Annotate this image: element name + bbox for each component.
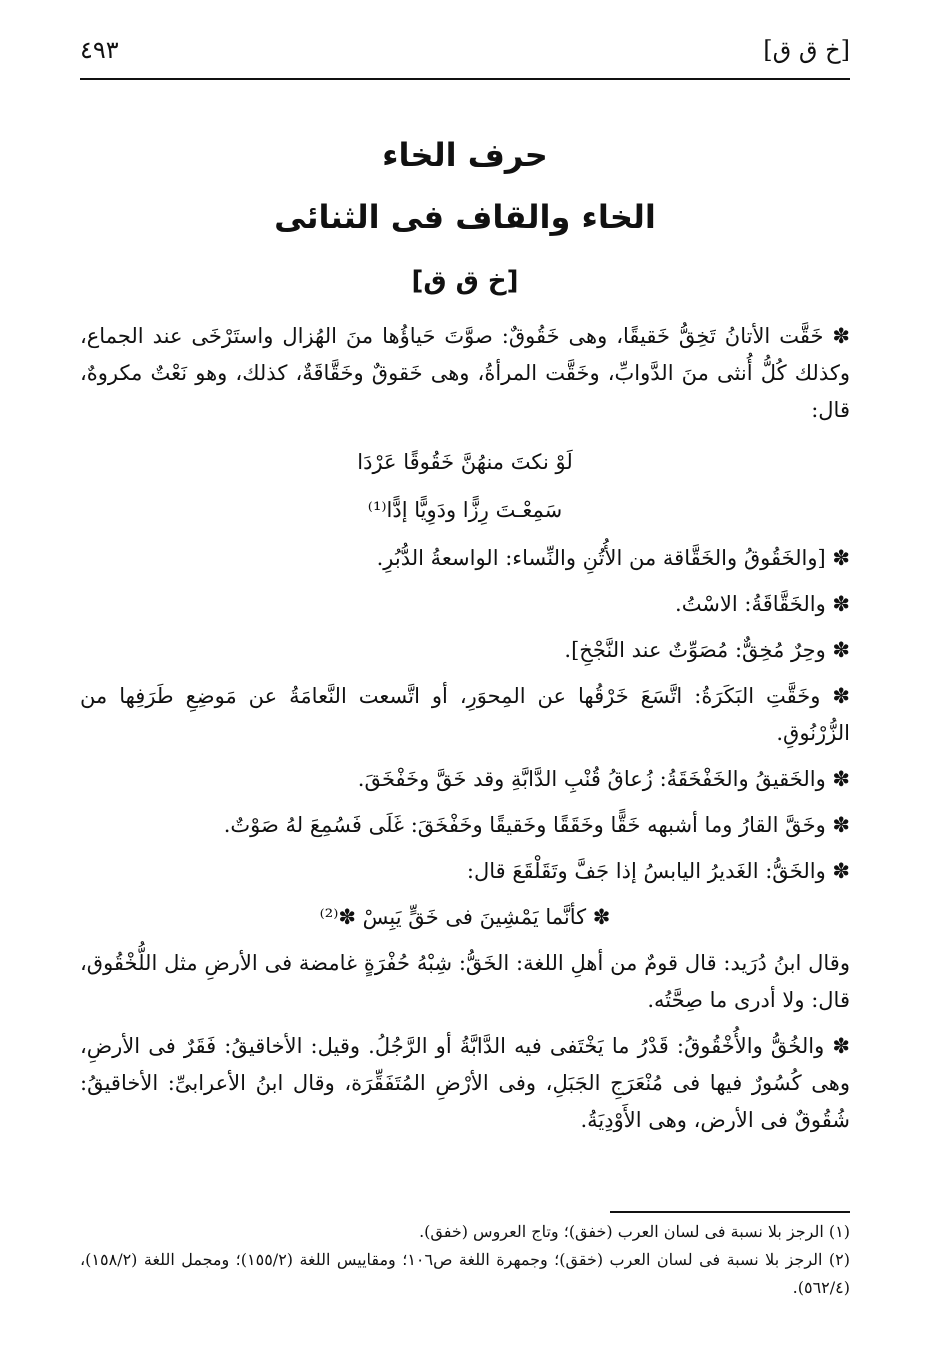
paragraph-khaqqat-al-atan: ✽ خَقَّت الأتانُ تَخِقُّ خَقيقًا، وهى خَقُوقٌ: صوَّتَ حَياؤُها منَ الهُزال واستَرْخَى عند الجماع، وكذلك كُلُّ أُنثى منَ الدَّوابِّ، وخَقَّت المرأةُ، وهى خَقوقٌ وخَقَّاقَةٌ، كذلك، وهو نَعْتٌ مكروهٌ، قال: bbox=[80, 324, 850, 422]
footnote-rule bbox=[610, 1211, 850, 1213]
paragraph-al-khaquq: ✽ [والخَقُوقُ والخَقَّاقة من الأُتُنِ والنِّساء: الواسعةُ الدُّبُرِ. bbox=[376, 546, 850, 570]
footnotes bbox=[80, 1218, 850, 1302]
running-head-root: [خ ق ق] bbox=[763, 36, 850, 64]
paragraph-al-khaqqaqa: ✽ والخَقَّاقَةُ: الاسْتُ. bbox=[675, 592, 850, 616]
running-head bbox=[80, 36, 850, 76]
page-number: ٤٩٣ bbox=[80, 36, 119, 64]
footnote-1: (١) الرجز بلا نسبة فى لسان العرب (خفق)؛ وتاج العروس (خفق). bbox=[419, 1222, 850, 1241]
paragraph-al-qar: ✽ وخَقَّ القارُ وما أشبهه خَقًّا وخَقَقًا وخَقيقًا وخَفْخَقَ: غَلَى فَسُمِعَ لهُ صَوْتٌ. bbox=[223, 813, 850, 837]
paragraph-al-ghadir: ✽ والخَقُّ: الغَديرُ اليابسُ إذا جَفَّ وتَقَلْقَعَ قال: bbox=[466, 859, 850, 883]
entry-body bbox=[80, 318, 850, 1148]
header-rule bbox=[80, 78, 850, 80]
paragraph-al-ukhquq: ✽ والخُقُّ والأُخْقُوقُ: قَدْرُ ما يَخْتَفى فيه الدَّابَّةُ أو الرَّجُلُ. وقيل: الأخاقيقُ: فَقَرٌ فى الأرضِ، وهى كُسُورٌ فيها فى مُنْعَرَجِ الجَبَلِ، وفى الأرْضِ المُتَفَقِّرَة، وقال ابنُ الأعرابىِّ: الأخاقيقُ: شُقُوقٌ فى الأرض، وهى الأَوْدِيَةُ. bbox=[80, 1034, 850, 1132]
section-title: الخاء والقاف فى الثنائى bbox=[274, 198, 656, 236]
paragraph-al-bakara: ✽ وخَقَّتِ البَكَرَةُ: اتَّسَعَ خَرْقُها عن المِحوَرِ، أو اتَّسعت النَّعامَةُ عن مَوضِعِ طَرَفِها من الزُّرْنُوقِ. bbox=[80, 684, 850, 745]
paragraph-al-khaqiq: ✽ والخَقيقُ والخَفْخَقَةُ: زُعاقُ قُنْبِ الدَّابَّةِ وقد خَقَّ وخَفْخَقَ. bbox=[357, 767, 850, 791]
footnote-2: (٢) الرجز بلا نسبة فى لسان العرب (خقق)؛ وجمهرة اللغة ص١٠٦؛ ومقاييس اللغة (١٥٥/٢)؛ ومجمل اللغة (١٥٨/٢)، (٥٦٢/٤). bbox=[80, 1250, 851, 1297]
paragraph-ibn-durayd: وقال ابنُ دُرَيد: قال قومٌ من أهلِ اللغة: الخَقُّ: شِبْهُ حُفْرَةٍ غامضة فى الأرضِ مثل اللُّخْقُوق، قال: ولا أدرى ما صِحَّتُه. bbox=[80, 951, 850, 1012]
letter-title: حرف الخاء bbox=[382, 136, 548, 174]
verse-line-3: ✽ كأنَّما يَمْشِينَ فى خَقٍّ يَبِسْ ✽⁽²⁾ bbox=[319, 905, 611, 929]
root-heading: [خ ق ق] bbox=[411, 266, 519, 296]
verse-line-2: سَمِعْـتَ رِزًّا ودَوِيًّا إدًّا⁽¹⁾ bbox=[367, 498, 563, 522]
verse-line-1: لَوْ نكتَ منهُنَّ خَقُوقًا عَرْدَا bbox=[357, 450, 573, 474]
paragraph-hir-mukhiqq: ✽ وحِرٌ مُخِقٌّ: مُصَوِّتٌ عند النَّجْخِ]. bbox=[564, 638, 850, 662]
